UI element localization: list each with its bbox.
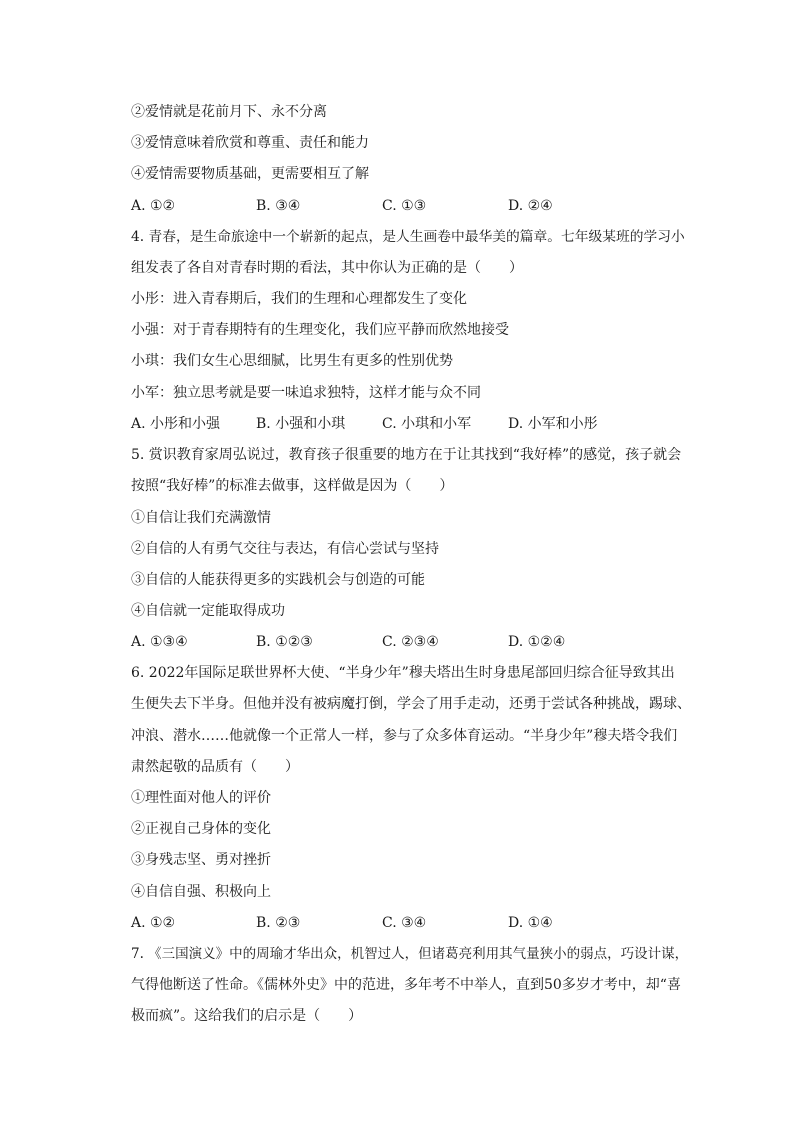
q3-option-d[interactable]: D. ②④	[508, 198, 553, 214]
q3-options	[131, 196, 691, 216]
q5-item-3: ③自信的人能获得更多的实践机会与创造的可能	[131, 572, 425, 588]
q6-stem-line-4: 肃然起敬的品质有（ ）	[131, 759, 299, 775]
q3-option-c[interactable]: C. ①③	[382, 198, 427, 214]
q5-option-a[interactable]: A. ①③④	[131, 634, 188, 650]
q6-stem-line-2: 生便失去下半身。但他并没有被病魔打倒，学会了用手走动，还勇于尝试各种挑战，踢球、	[131, 696, 691, 712]
q6-stem-line-3: 冲浪、潜水……他就像一个正常人一样，参与了众多体育运动。“半身少年”穆夫塔令我们	[131, 728, 678, 744]
q5-option-b[interactable]: B. ①②③	[256, 634, 313, 650]
q5-item-1: ①自信让我们充满激情	[131, 510, 271, 526]
q4-item-4: 小军：独立思考就是要一味追求独特，这样才能与众不同	[131, 385, 481, 401]
q3-option-a[interactable]: A. ①②	[131, 198, 176, 214]
q4-item-3: 小琪：我们女生心思细腻，比男生有更多的性别优势	[131, 353, 453, 369]
q3-option-b[interactable]: B. ③④	[256, 198, 301, 214]
q5-option-c[interactable]: C. ②③④	[382, 634, 439, 650]
q4-option-d[interactable]: D. 小军和小彤	[508, 416, 598, 432]
q4-option-c[interactable]: C. 小琪和小军	[382, 416, 472, 432]
q3-item-4: ④爱情需要物质基础，更需要相互了解	[131, 166, 369, 182]
q7-stem-line-3: 极而疯”。这给我们的启示是（ ）	[131, 1008, 363, 1024]
q5-option-d[interactable]: D. ①②④	[508, 634, 566, 650]
q3-item-2: ②爱情就是花前月下、永不分离	[131, 104, 327, 120]
q4-stem-line-2: 组发表了各自对青春时期的看法，其中你认为正确的是（ ）	[131, 260, 523, 276]
q5-stem-line-1: 5. 赏识教育家周弘说过，教育孩子很重要的地方在于让其找到“我好棒”的感觉，孩子就会	[131, 447, 682, 463]
q6-options	[131, 913, 691, 933]
q6-option-d[interactable]: D. ①④	[508, 915, 553, 931]
q6-option-c[interactable]: C. ③④	[382, 915, 427, 931]
q4-item-2: 小强：对于青春期特有的生理变化，我们应平静而欣然地接受	[131, 322, 509, 338]
q6-item-4: ④自信自强、积极向上	[131, 884, 271, 900]
q4-options	[131, 414, 691, 434]
q4-option-a[interactable]: A. 小彤和小强	[131, 416, 221, 432]
q6-option-b[interactable]: B. ②③	[256, 915, 301, 931]
q6-item-3: ③身残志坚、勇对挫折	[131, 852, 271, 868]
q3-item-3: ③爱情意味着欣赏和尊重、责任和能力	[131, 135, 369, 151]
q6-item-2: ②正视自己身体的变化	[131, 821, 271, 837]
q4-item-1: 小彤：进入青春期后，我们的生理和心理都发生了变化	[131, 291, 467, 307]
q5-item-2: ②自信的人有勇气交往与表达，有信心尝试与坚持	[131, 541, 439, 557]
q5-stem-line-2: 按照“我好棒”的标准去做事，这样做是因为（ ）	[131, 478, 454, 494]
q5-options	[131, 632, 691, 652]
q7-stem-line-1: 7. 《三国演义》中的周瑜才华出众，机智过人，但诸葛亮利用其气量狭小的弱点，巧设计谋，	[131, 946, 689, 962]
q7-stem-line-2: 气得他断送了性命。《儒林外史》中的范进，多年考不中举人，直到50多岁才考中，却“喜	[131, 977, 681, 993]
q6-option-a[interactable]: A. ①②	[131, 915, 176, 931]
q4-option-b[interactable]: B. 小强和小琪	[256, 416, 346, 432]
q6-item-1: ①理性面对他人的评价	[131, 790, 271, 806]
q6-stem-line-1: 6. 2022年国际足联世界杯大使、“半身少年”穆夫塔出生时身患尾部回归综合征导致其出	[131, 665, 675, 681]
q4-stem-line-1: 4. 青春，是生命旅途中一个崭新的起点，是人生画卷中最华美的篇章。七年级某班的学习小	[131, 229, 685, 245]
q5-item-4: ④自信就一定能取得成功	[131, 603, 285, 619]
